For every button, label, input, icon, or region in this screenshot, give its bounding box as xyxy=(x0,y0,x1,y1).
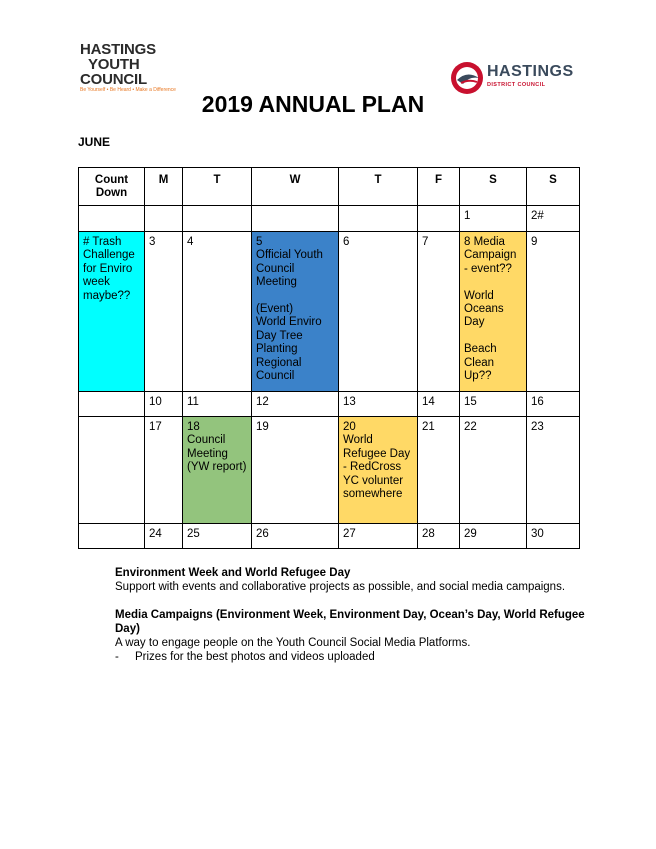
page-title-text: 2019 ANNUAL PLAN xyxy=(201,91,425,117)
calendar-week-row xyxy=(79,232,580,392)
calendar-cell: 21 xyxy=(418,417,460,524)
event-cell-8 xyxy=(460,232,527,392)
calendar-cell: 30 xyxy=(527,524,580,549)
notes-text-media: A way to engage people on the Youth Council Social Media Platforms. xyxy=(115,637,471,649)
notes-section xyxy=(115,566,595,664)
calendar-cell: 9 xyxy=(527,232,580,392)
calendar-cell: 23 xyxy=(527,417,580,524)
event-text-8: 8 Media Campaign - event?? World Oceans Day Beach Clean Up?? xyxy=(464,236,517,383)
calendar-cell: 16 xyxy=(527,392,580,417)
header-sunday: S xyxy=(527,168,580,206)
notes-heading-media: Media Campaigns (Environment Week, Environment Day, Ocean’s Day, World Refugee Day) xyxy=(115,609,585,635)
event-cell-5 xyxy=(252,232,339,392)
calendar-cell: 27 xyxy=(339,524,418,549)
calendar-cell: 6 xyxy=(339,232,418,392)
calendar-cell: 13 xyxy=(339,392,418,417)
district-council-sub: DISTRICT COUNCIL xyxy=(487,82,546,88)
header-thursday: T xyxy=(339,168,418,206)
calendar-cell: 2# xyxy=(527,206,580,232)
calendar-cell xyxy=(79,524,145,549)
calendar-cell: 14 xyxy=(418,392,460,417)
bullet-text: Prizes for the best photos and videos uploaded xyxy=(135,651,375,663)
calendar-cell xyxy=(339,206,418,232)
page-title xyxy=(0,91,656,118)
district-council-name: HASTINGS xyxy=(487,63,574,80)
calendar-header-row xyxy=(79,168,580,206)
calendar-cell: 7 xyxy=(418,232,460,392)
header-tuesday: T xyxy=(183,168,252,206)
calendar-cell xyxy=(145,206,183,232)
calendar-cell xyxy=(418,206,460,232)
event-text-18: 18 Council Meeting (YW report) xyxy=(187,421,247,474)
calendar-cell: 26 xyxy=(252,524,339,549)
calendar-cell: 24 xyxy=(145,524,183,549)
logo-line-3: COUNCIL xyxy=(80,71,147,88)
calendar-cell: 28 xyxy=(418,524,460,549)
calendar-week-row xyxy=(79,206,580,232)
calendar-cell xyxy=(79,417,145,524)
calendar-cell: 4 xyxy=(183,232,252,392)
header-friday: F xyxy=(418,168,460,206)
header-monday: M xyxy=(145,168,183,206)
calendar-cell: 12 xyxy=(252,392,339,417)
event-text-5: 5 Official Youth Council Meeting (Event) World Enviro Day Tree Planting Regional Council xyxy=(256,236,323,383)
event-cell-20 xyxy=(339,417,418,524)
header-saturday: S xyxy=(460,168,527,206)
bullet-marker: - xyxy=(115,651,119,663)
notes-text-environment: Support with events and collaborative projects as possible, and social media campaigns. xyxy=(115,581,566,593)
calendar-cell xyxy=(79,206,145,232)
calendar-cell: 17 xyxy=(145,417,183,524)
countdown-event-text: # Trash Challenge for Enviro week maybe?? xyxy=(83,236,135,302)
countdown-event-cell xyxy=(79,232,145,392)
calendar-cell: 25 xyxy=(183,524,252,549)
calendar-cell: 3 xyxy=(145,232,183,392)
event-text-20: 20 World Refugee Day - RedCross YC volunter somewhere xyxy=(343,421,411,501)
notes-bullet xyxy=(115,650,595,664)
header-countdown: Count Down xyxy=(79,168,145,206)
calendar-cell: 19 xyxy=(252,417,339,524)
event-cell-18 xyxy=(183,417,252,524)
month-label: JUNE xyxy=(78,135,111,149)
calendar-cell: 22 xyxy=(460,417,527,524)
calendar-cell xyxy=(252,206,339,232)
calendar-cell xyxy=(79,392,145,417)
logo-line-1: HASTINGS xyxy=(80,41,156,58)
calendar-cell: 15 xyxy=(460,392,527,417)
calendar-week-row xyxy=(79,524,580,549)
calendar-cell xyxy=(183,206,252,232)
header-wednesday: W xyxy=(252,168,339,206)
logo-line-2: YOUTH xyxy=(88,56,140,73)
notes-heading-environment: Environment Week and World Refugee Day xyxy=(115,567,351,579)
calendar-cell: 29 xyxy=(460,524,527,549)
calendar-cell: 10 xyxy=(145,392,183,417)
calendar-cell: 11 xyxy=(183,392,252,417)
logo-tagline: Be Yourself • Be Heard • Make a Difference xyxy=(80,87,176,93)
calendar-table xyxy=(78,167,580,549)
calendar-week-row xyxy=(79,392,580,417)
calendar-cell: 1 xyxy=(460,206,527,232)
calendar-week-row xyxy=(79,417,580,524)
